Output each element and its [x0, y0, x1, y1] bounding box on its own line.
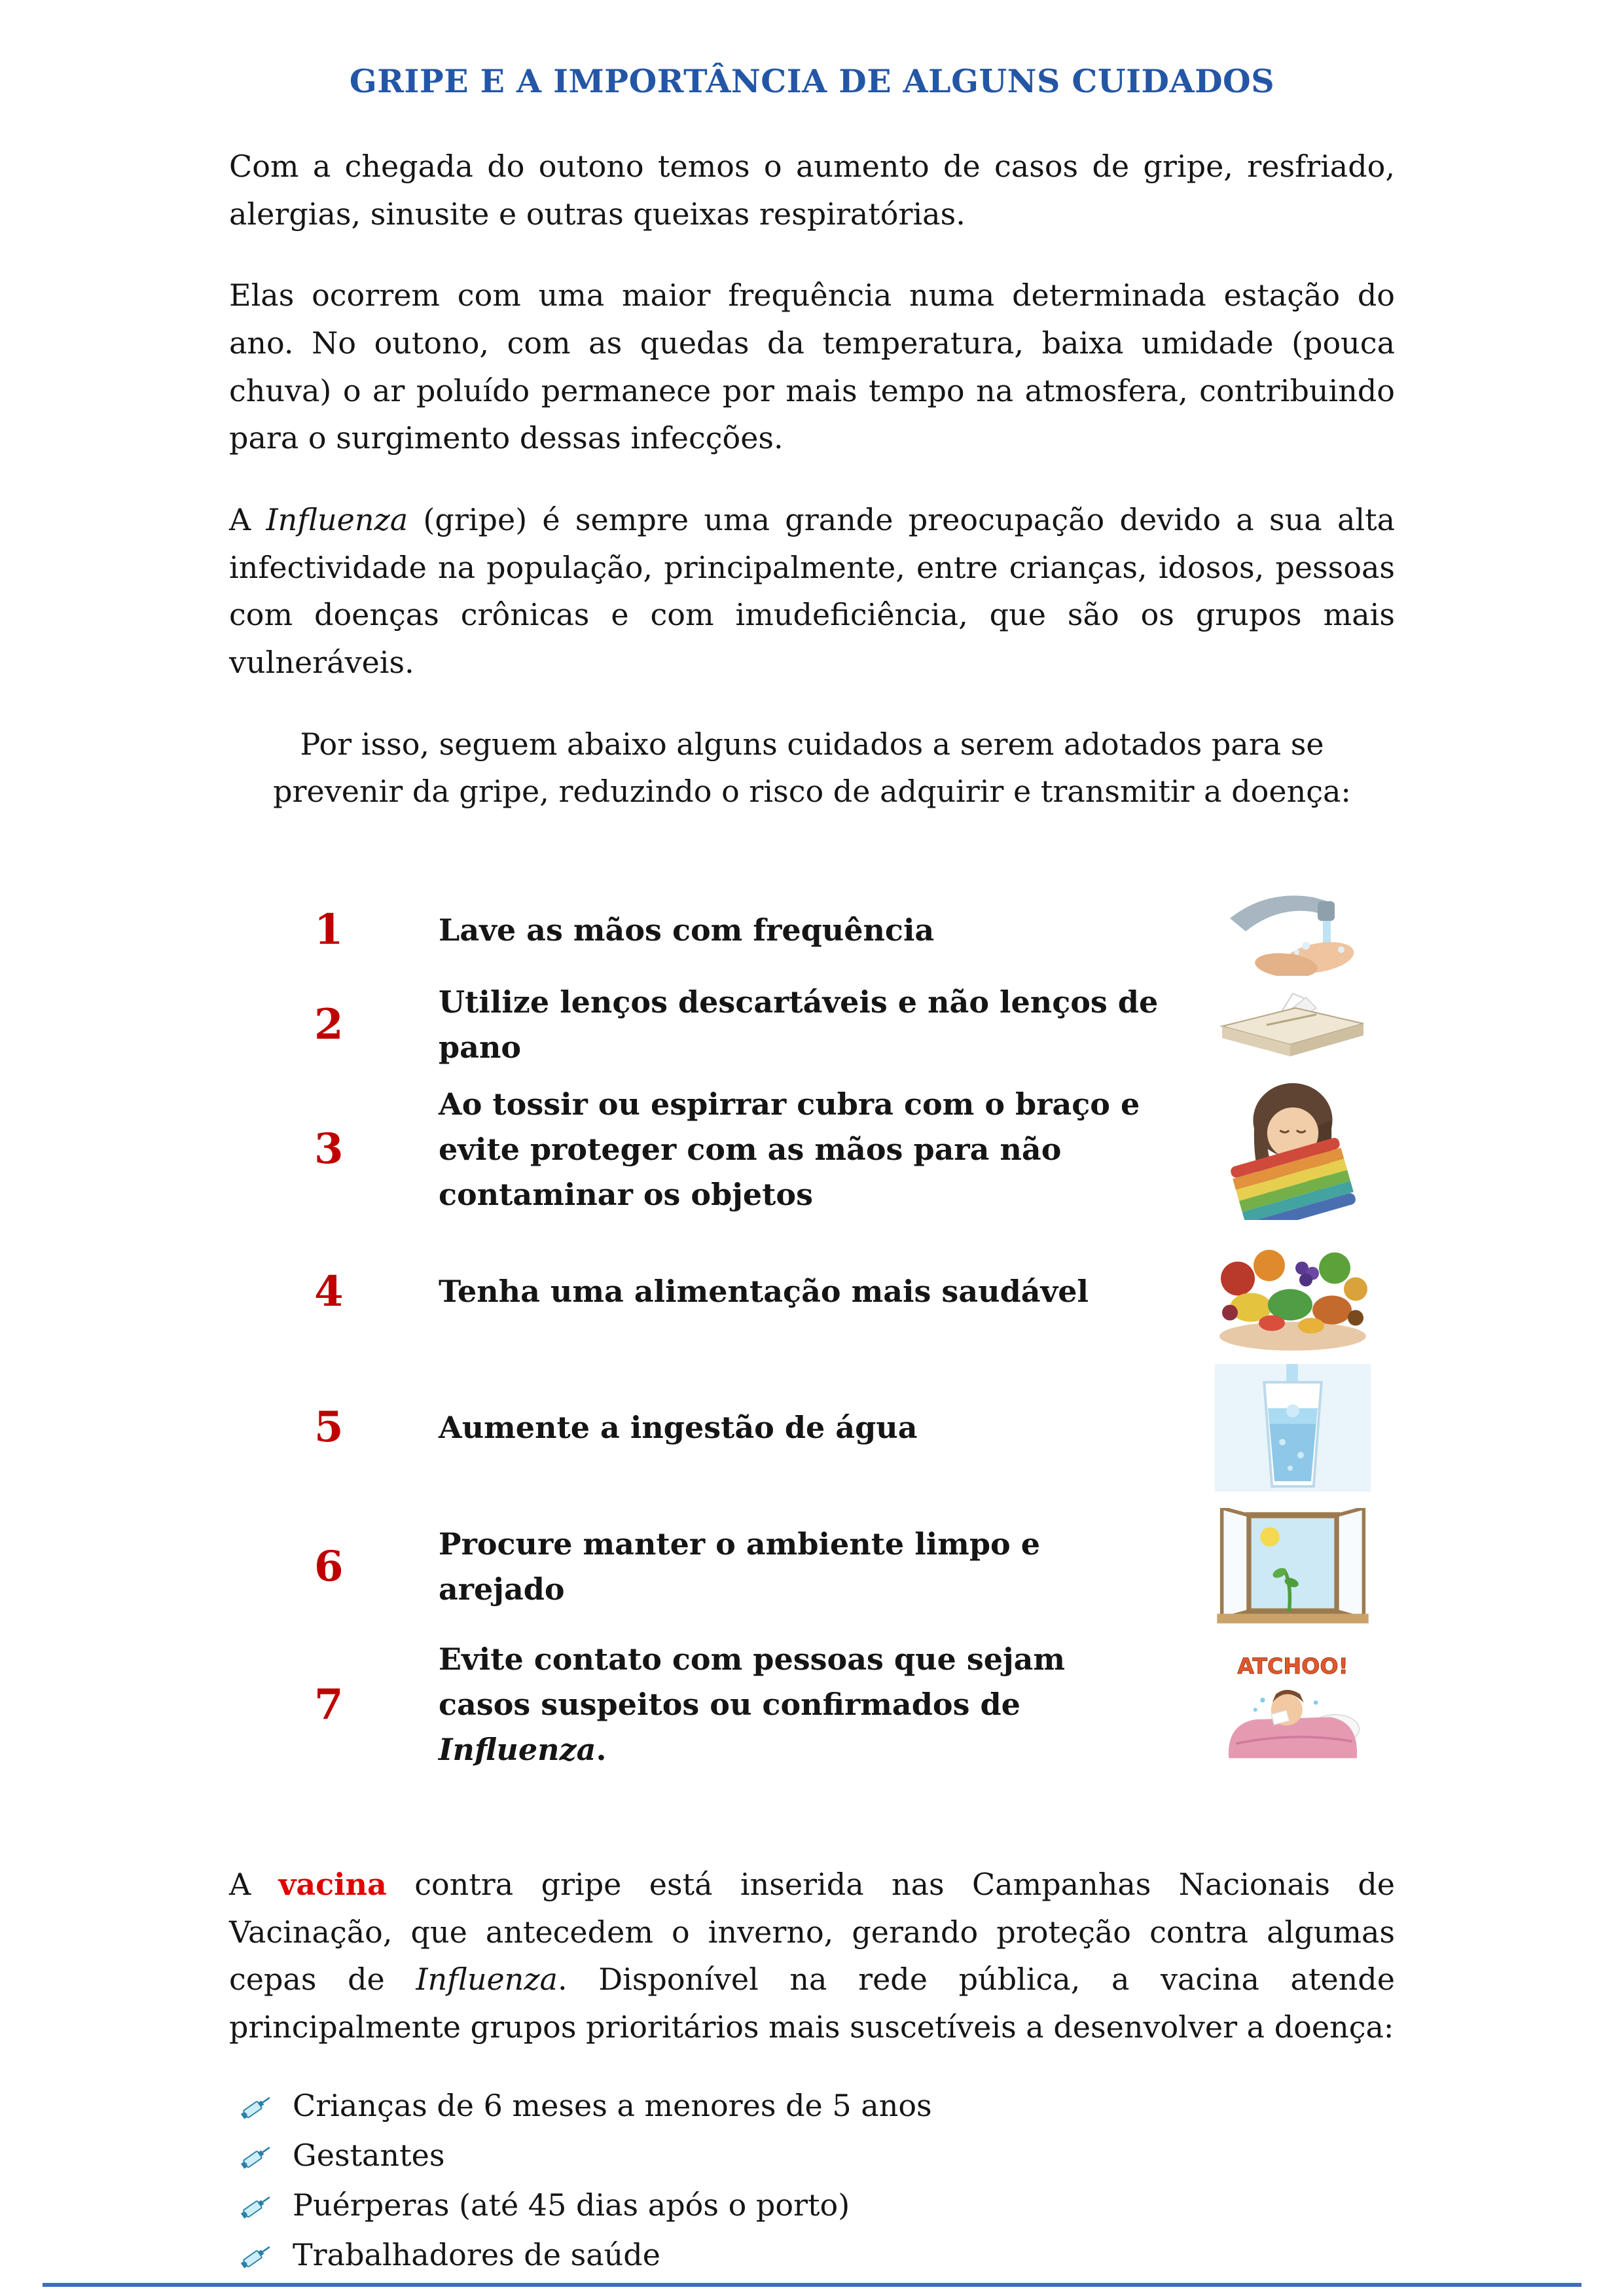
- priority-group-label: Trabalhadores de saúde: [293, 2237, 660, 2273]
- tip-row-7: [314, 1637, 1394, 1772]
- tip-7-text: [439, 1637, 1191, 1772]
- glass-of-water-image: [1191, 1364, 1394, 1492]
- tip-row-2: [314, 976, 1394, 1074]
- vacina-highlight: vacina: [278, 1867, 387, 1903]
- cough-into-arm-image: [1191, 1079, 1394, 1220]
- tip-3-text: Ao tossir ou espirrar cubra com o braço e evite proteger com as mãos para não contaminar os objetos: [439, 1086, 1140, 1212]
- cough-into-arm-illustration: [1227, 1079, 1358, 1220]
- priority-groups-list: [229, 2085, 1395, 2275]
- sick-person-cartoon-illustration: [1214, 1649, 1371, 1761]
- list-item: [239, 2234, 1395, 2275]
- tip-row-3: [314, 1074, 1394, 1225]
- tip-3-number: 3: [314, 1124, 344, 1174]
- tip-5-text: Aumente a ingestão de água: [439, 1409, 918, 1445]
- glass-of-water-illustration: [1214, 1364, 1371, 1492]
- list-item: [239, 2085, 1395, 2126]
- intro-paragraph-1-text: Com a chegada do outono temos o aumento de casos de gripe, resfriado, alergias, sinusite e outras queixas respiratórias.: [229, 149, 1395, 232]
- priority-group-label: Crianças de 6 meses a menores de 5 anos: [293, 2087, 932, 2123]
- tip-row-6: [314, 1496, 1394, 1637]
- syringe-icon: [239, 2137, 276, 2174]
- tip-7-text-prefix: Evite contato com pessoas que sejam casos suspeitos ou confirmados de: [439, 1641, 1066, 1723]
- handwashing-illustration: [1214, 884, 1371, 976]
- footer-rule: [43, 2283, 1581, 2287]
- tip-2-number: 2: [314, 1000, 344, 1050]
- priority-group-label: Gestantes: [293, 2137, 445, 2173]
- tissue-box-image: [1191, 992, 1394, 1058]
- syringe-icon: [239, 2236, 276, 2273]
- atchoo-text: ATCHOO!: [1237, 1653, 1348, 1679]
- open-window-image: [1191, 1508, 1394, 1626]
- vaccine-paragraph: [229, 1861, 1395, 2051]
- tip-1-number: 1: [314, 905, 344, 955]
- healthy-food-illustration: [1214, 1231, 1371, 1352]
- prevention-tips-list: [314, 884, 1394, 1772]
- influenza-term: Influenza: [266, 502, 408, 538]
- tip-2-text: Utilize lenços descartáveis e não lenços de pano: [439, 984, 1159, 1066]
- intro-paragraph-4-text: Por isso, seguem abaixo alguns cuidados a serem adotados para se prevenir da gripe, reduzindo o risco de adquirir e transmitir a doença:: [273, 726, 1351, 810]
- tip-row-4: [314, 1225, 1394, 1359]
- intro-paragraph-2: [229, 272, 1395, 462]
- tip-row-5: [314, 1359, 1394, 1496]
- intro-paragraph-3: [229, 496, 1395, 687]
- intro-paragraph-1: [229, 143, 1395, 238]
- vaccine-paragraph-middle: contra gripe está inserida nas Campanhas Nacionais de Vacinação, que antecedem o inverno, gerando proteção contra algumas cepas de: [229, 1867, 1396, 1998]
- tip-4-number: 4: [314, 1266, 344, 1316]
- influenza-term: Influenza: [439, 1732, 596, 1768]
- tip-4-text: Tenha uma alimentação mais saudável: [439, 1274, 1089, 1310]
- syringe-icon: [239, 2087, 276, 2124]
- tip-6-text: Procure manter o ambiente limpo e arejado: [439, 1526, 1040, 1607]
- tip-6-number: 6: [314, 1541, 344, 1591]
- page-title: GRIPE E A IMPORTÂNCIA DE ALGUNS CUIDADOS: [349, 62, 1275, 100]
- vaccine-paragraph-prefix: A: [229, 1867, 279, 1903]
- sick-person-cartoon-image: [1191, 1649, 1394, 1761]
- syringe-icon: [239, 2187, 276, 2223]
- list-item: [239, 2135, 1395, 2176]
- tip-row-1: [314, 884, 1394, 976]
- paragraph-3-rest: (gripe) é sempre uma grande preocupação devido a sua alta infectividade na população, principalmente, entre crianças, idosos, pessoas com doenças crônicas e com imudeficiência, que são os grupos mais vulneráveis.: [229, 502, 1396, 681]
- paragraph-3-prefix: A: [229, 502, 266, 538]
- vaccine-paragraph-suffix: . Disponível na rede pública, a vacina atende principalmente grupos prioritários mais suscetíveis a desenvolver a doença:: [229, 1962, 1395, 2045]
- influenza-term: Influenza: [416, 1962, 558, 1998]
- intro-paragraph-4: [229, 721, 1395, 816]
- tip-5-number: 5: [314, 1403, 344, 1452]
- tip-7-number: 7: [314, 1679, 344, 1729]
- open-window-illustration: [1214, 1508, 1371, 1626]
- healthy-food-image: [1191, 1231, 1394, 1352]
- handwashing-image: [1191, 884, 1394, 976]
- tissue-box-illustration: [1214, 992, 1371, 1058]
- priority-group-label: Puérperas (até 45 dias após o porto): [293, 2187, 850, 2223]
- tip-7-text-suffix: .: [596, 1732, 607, 1768]
- list-item: [239, 2185, 1395, 2225]
- tip-1-text: Lave as mãos com frequência: [439, 912, 935, 948]
- intro-paragraph-2-text: Elas ocorrem com uma maior frequência numa determinada estação do ano. No outono, com as quedas da temperatura, baixa umidade (pouca chuva) o ar poluído permanece por mais tempo na atmosfera, contribuindo para o surgimento dessas infecções.: [229, 278, 1395, 456]
